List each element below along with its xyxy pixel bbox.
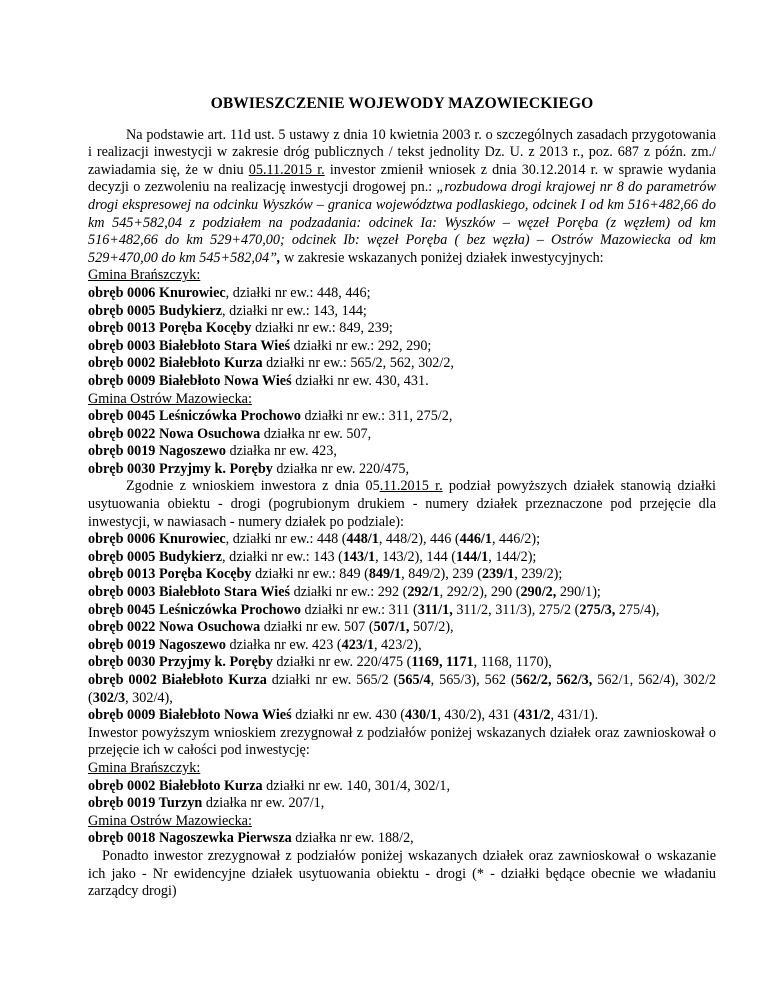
division-line: obręb 0022 Nowa Osuchowa działki nr ew. 507 (507/1, 507/2), (88, 619, 454, 636)
gmina-heading: Gmina Ostrów Mazowiecka: (88, 390, 252, 407)
division-line: obręb 0009 Białebłoto Nowa Wieś działki nr ew. 430 (430/1, 430/2), 431 (431/2, 431/1). (88, 707, 599, 724)
parcel-line: obręb 0005 Budykierz, działki nr ew.: 143, 144; (88, 302, 367, 319)
division-paragraph: Zgodnie z wnioskiem inwestora z dnia 05.11.2015 r. podział powyższych działek stanowią działki usytuowania obiektu - drogi (pogrubionym drukiem - numery działek przeznaczone pod przejęcie dla inwestycji, w nawiasach - numery działek po podziale): (88, 478, 716, 530)
parcel-line: obręb 0019 Turzyn działka nr ew. 207/1, (88, 795, 325, 812)
document-title: OBWIESZCZENIE WOJEWODY MAZOWIECKIEGO (210, 95, 594, 112)
gmina-heading: Gmina Brańszczyk: (88, 267, 201, 284)
parcel-line: obręb 0006 Knurowiec, działki nr ew.: 448, 446; (88, 284, 371, 301)
gmina-heading: Gmina Ostrów Mazowiecka: (88, 812, 252, 829)
division-line: obręb 0045 Leśniczówka Prochowo działki nr ew.: 311 (311/1, 311/2, 311/3), 275/2 (275/3, 275/4), (88, 601, 660, 618)
parcel-line: obręb 0003 Białebłoto Stara Wieś działki nr ew.: 292, 290; (88, 337, 432, 354)
division-date: .11.2015 r. (379, 478, 443, 495)
document-page (88, 95, 716, 901)
intro-text-3: w zakresie wskazanych poniżej działek inwestycyjnych: (280, 249, 604, 266)
division-line: obręb 0030 Przyjmy k. Poręby działki nr ew. 220/475 (1169, 1171, 1168, 1170), (88, 654, 552, 671)
parcel-line: obręb 0002 Białebłoto Kurza działki nr ew. 140, 301/4, 302/1, (88, 777, 451, 794)
division-line: obręb 0002 Białebłoto Kurza działki nr ew. 565/2 (565/4, 565/3), 562 (562/2, 562/3, 562/1, 562/4), 302/2 (302/3, 302/4), (88, 672, 716, 706)
intro-text-1: Na podstawie art. 11d ust. 5 ustawy z dnia 10 kwietnia 2003 r. o szczególnych zasadach przygotowania i realizacji inwestycji w zakresie dróg publicznych / tekst jednolity Dz. U. z 2013 r., poz. 687 z późn. zm./ zawiadamia się, że w dniu (88, 126, 716, 178)
parcel-line: obręb 0009 Białebłoto Nowa Wieś działki nr ew. 430, 431. (88, 372, 429, 389)
intro-text-2: investor zmienił wniosek z dnia 30.12.2014 r. w sprawie wydania decyzji o zezwoleniu na realizację inwestycji drogowej pn.: (88, 161, 716, 196)
parcel-line: obręb 0019 Nagoszewo działka nr ew. 423, (88, 443, 337, 460)
parcel-line: obręb 0002 Białebłoto Kurza działki nr ew.: 565/2, 562, 302/2, (88, 355, 454, 372)
parcel-line: obręb 0018 Nagoszewka Pierwsza działka nr ew. 188/2, (88, 830, 414, 847)
division-line: obręb 0003 Białebłoto Stara Wieś działki nr ew.: 292 (292/1, 292/2), 290 (290/2, 290/1); (88, 584, 601, 601)
intro-date: 05.11.2015 r. (248, 161, 325, 178)
gmina-heading: Gmina Brańszczyk: (88, 759, 201, 776)
parcel-line: obręb 0030 Przyjmy k. Poręby działka nr ew. 220/475, (88, 460, 409, 477)
intro-paragraph (88, 127, 716, 268)
parcel-line: obręb 0013 Poręba Kocęby działki nr ew.: 849, 239; (88, 320, 393, 337)
division-line: obręb 0019 Nagoszewo działka nr ew. 423 (423/1, 423/2), (88, 636, 422, 653)
final-paragraph: Ponadto inwestor zrezygnował z podziałów poniżej wskazanych działek oraz zawnioskował o wskazanie ich jako - Nr ewidencyjne działek usytuowania obiektu - drogi (* - działki będące obecnie we władaniu zarządcy drogi) (88, 847, 716, 900)
whole-paragraph: Inwestor powyższym wnioskiem zrezygnował z podziałów poniżej wskazanych działek oraz zawnioskował o przejęcie ich w całości pod inwestycję: (88, 724, 716, 759)
investment-name-comma: , (277, 249, 281, 266)
parcel-line: obręb 0022 Nowa Osuchowa działka nr ew. 507, (88, 425, 372, 442)
investment-name: „rozbudowa drogi krajowej nr 8 do parametrów drogi ekspresowej na odcinku Wyszków – granica województwa podlaskiego, odcinek I od km 516+482,66 do km 545+582,04 z podziałem na podzadania: odcinek Ia: Wyszków – węzeł Poręba (z węzłem) od km 516+482,66 do km 529+470,00; odcinek Ib: węzeł Poręba ( bez węzła) – Ostrów Mazowiecka od km 529+470,00 do km 545+582,04” (88, 179, 716, 266)
division-line: obręb 0005 Budykierz, działki nr ew.: 143 (143/1, 143/2), 144 (144/1, 144/2); (88, 548, 537, 565)
division-line: obręb 0013 Poręba Kocęby działki nr ew.: 849 (849/1, 849/2), 239 (239/1, 239/2); (88, 566, 563, 583)
parcel-line: obręb 0045 Leśniczówka Prochowo działki nr ew.: 311, 275/2, (88, 408, 453, 425)
division-line: obręb 0006 Knurowiec, działki nr ew.: 448 (448/1, 448/2), 446 (446/1, 446/2); (88, 531, 541, 548)
